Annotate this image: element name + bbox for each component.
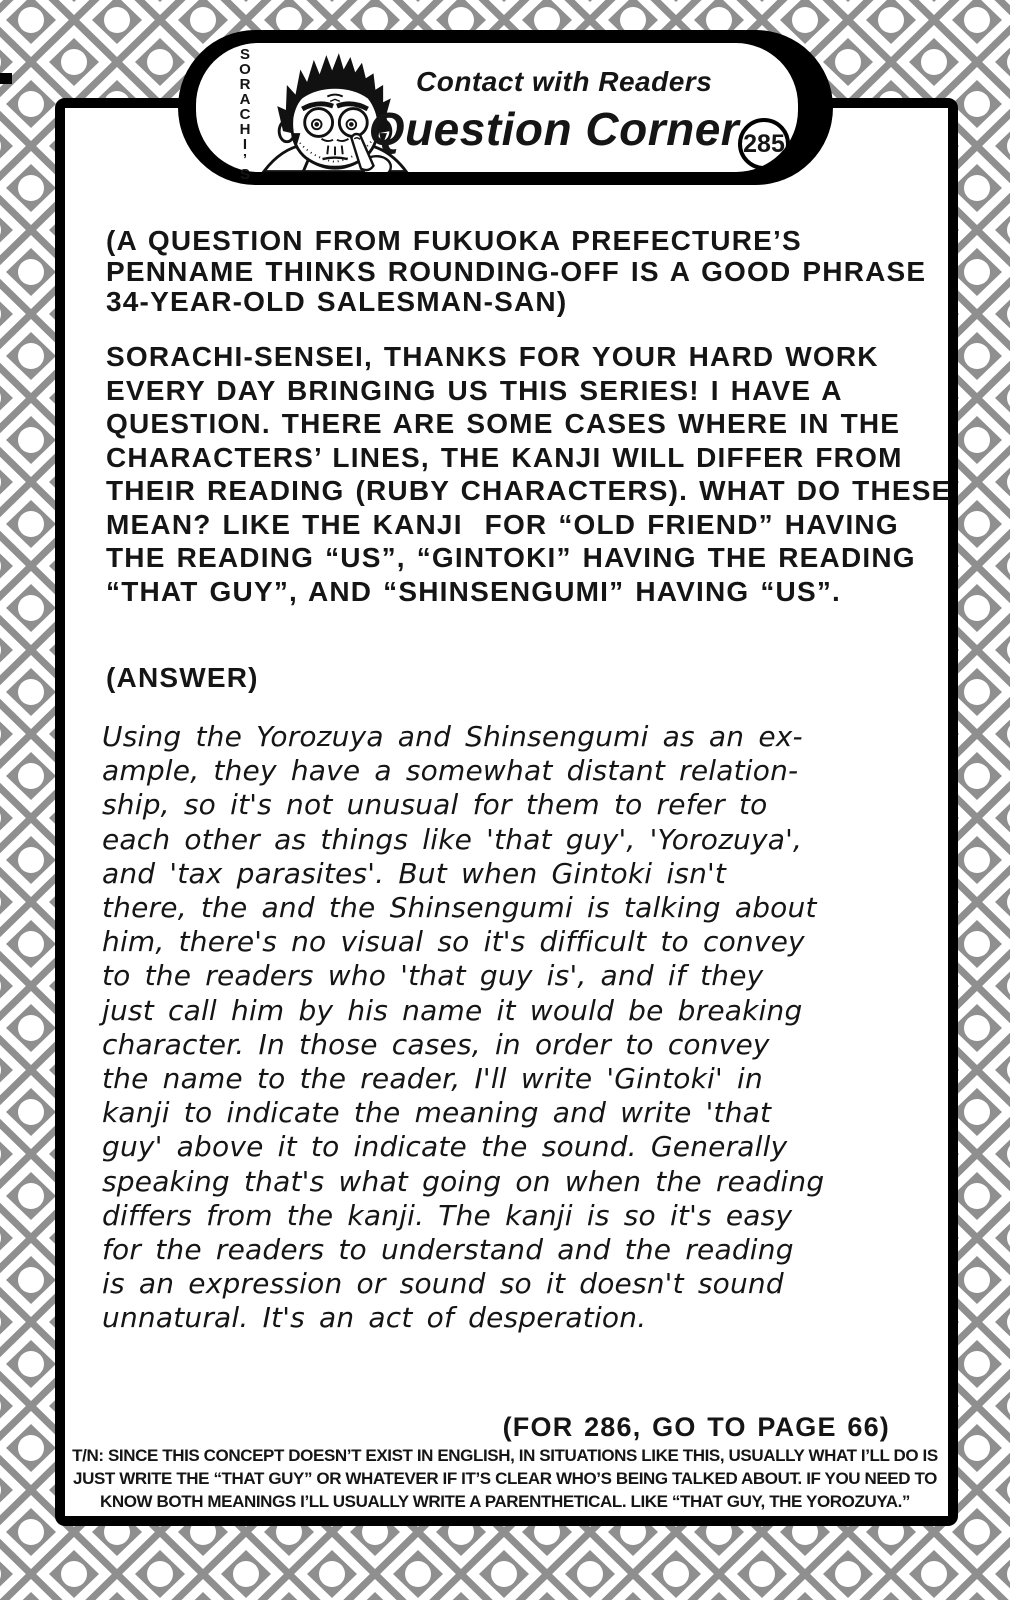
text-line: just call him by his name it would be breaking — [102, 993, 803, 1027]
vertical-letter: I — [242, 136, 248, 153]
translator-note — [68, 1444, 942, 1514]
text-line: there, the and the Shinsengumi is talking about — [102, 891, 817, 925]
text-line: EVERY DAY BRINGING US THIS SERIES! I HAVE A — [106, 374, 843, 406]
answer-label: (ANSWER) — [106, 662, 259, 693]
question-sender-intro — [106, 226, 926, 318]
text-line: each other as things like 'that guy', 'Yorozuya', — [102, 822, 803, 856]
scan-edge-mark — [0, 73, 12, 84]
sorachi-vertical-label — [230, 46, 260, 183]
text-line: guy' above it to indicate the sound. Generally — [102, 1130, 788, 1164]
vertical-letter: S — [239, 166, 250, 183]
text-line: JUST WRITE THE “THAT GUY” OR WHATEVER IF IT’S CLEAR WHO’S BEING TALKED ABOUT. IF YOU NEED TO — [73, 1469, 937, 1489]
text-line: unnatural. It's an act of desperation. — [102, 1301, 647, 1335]
next-issue-note: (FOR 286, GO TO PAGE 66) — [502, 1412, 890, 1442]
text-line: THEIR READING (RUBY CHARACTERS). WHAT DO THESE — [106, 475, 952, 506]
text-line: CHARACTERS’ LINES, THE KANJI WILL DIFFER FROM — [106, 441, 903, 473]
vertical-letter: O — [239, 61, 251, 78]
header-subtitle: Contact with Readers — [416, 66, 713, 97]
vertical-letter: H — [239, 121, 251, 138]
text-line: speaking that's what going on when the reading — [102, 1164, 825, 1198]
vertical-letter: A — [239, 91, 251, 108]
text-line: “THAT GUY”, AND “SHINSENGUMI” HAVING “US”. — [106, 575, 842, 607]
text-line: T/N: SINCE THIS CONCEPT DOESN’T EXIST IN ENGLISH, IN SITUATIONS LIKE THIS, USUALLY WHAT I’LL DO IS — [72, 1446, 938, 1465]
vertical-letter: ’ — [242, 151, 248, 168]
text-line: 34-YEAR-OLD SALESMAN-SAN) — [106, 286, 568, 317]
vertical-letter: S — [239, 46, 250, 63]
text-line: (A QUESTION FROM FUKUOKA PREFECTURE’S — [106, 225, 802, 256]
text-line: differs from the kanji. The kanji is so it's easy — [102, 1198, 793, 1232]
text-line: is an expression or sound so it doesn't sound — [102, 1267, 784, 1301]
text-line: for the readers to understand and the reading — [102, 1233, 794, 1267]
text-line: QUESTION. THERE ARE SOME CASES WHERE IN THE — [106, 408, 901, 439]
text-line: PENNAME THINKS ROUNDING-OFF IS A GOOD PHRASE — [106, 255, 927, 287]
page-title: Question Corner — [368, 103, 740, 155]
text-line: the name to the reader, I'll write 'Gintoki' in — [102, 1062, 763, 1096]
text-line: to the readers who 'that guy is', and if they — [102, 959, 764, 993]
header-capsule — [178, 30, 833, 185]
text-line: Using the Yorozuya and Shinsengumi as an ex- — [102, 720, 803, 753]
text-line: MEAN? LIKE THE KANJI FOR “OLD FRIEND” HAVING — [106, 508, 899, 540]
text-line: him, there's no visual so it's difficult to convey — [102, 925, 805, 959]
text-line: ship, so it's not unusual for them to refer to — [102, 788, 768, 822]
text-line: kanji to indicate the meaning and write 'that — [102, 1096, 772, 1130]
vertical-letter: C — [239, 106, 251, 123]
issue-number-badge: 285 — [738, 118, 790, 170]
question-text — [106, 340, 952, 608]
text-line: character. In those cases, in order to convey — [102, 1027, 770, 1061]
vertical-letter: R — [239, 76, 251, 93]
answer-text — [102, 720, 824, 1336]
text-line: and 'tax parasites'. But when Gintoki isn't — [102, 856, 727, 890]
text-line: KNOW BOTH MEANINGS I’LL USUALLY WRITE A PARENTHETICAL. LIKE “THAT GUY, THE YOROZUYA.” — [99, 1492, 911, 1512]
text-line: SORACHI-SENSEI, THANKS FOR YOUR HARD WORK — [106, 341, 879, 372]
text-line: THE READING “US”, “GINTOKI” HAVING THE READING — [106, 542, 916, 573]
text-line: ample, they have a somewhat distant relation- — [102, 754, 799, 788]
